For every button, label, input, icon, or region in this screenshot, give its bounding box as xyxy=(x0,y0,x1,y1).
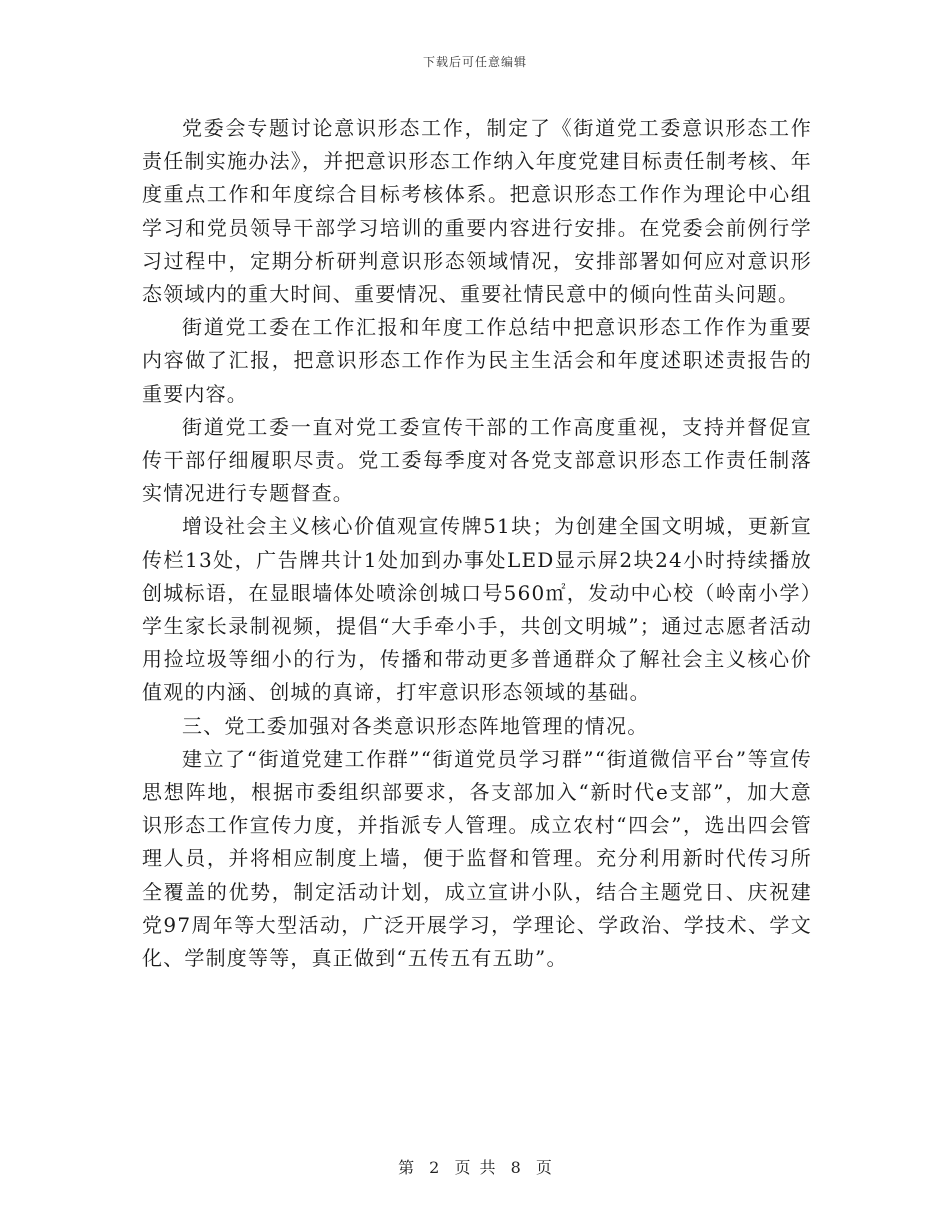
page-number-mid: 页 共 xyxy=(454,1158,496,1177)
paragraph-2: 街道党工委在工作汇报和年度工作总结中把意识形态工作作为重要内容做了汇报，把意识形态工作作为民主生活会和年度述职述责报告的重要内容。 xyxy=(142,315,812,406)
page-number-prefix: 第 xyxy=(398,1158,415,1177)
section-heading-3: 三、党工委加强对各类意识形态阵地管理的情况。 xyxy=(182,713,649,738)
page-number-total: 8 xyxy=(510,1158,521,1177)
page-number-current: 2 xyxy=(429,1158,440,1177)
paragraph-1: 党委会专题讨论意识形态工作，制定了《街道党工委意识形态工作责任制实施办法》，并把意识形态工作纳入年度党建目标责任制考核、年度重点工作和年度综合目标考核体系。把意识形态工作作为理论中心组学习和党员领导干部学习培训的重要内容进行安排。在党委会前例行学习过程中，定期分析研判意识形态领域情况，安排部署如何应对意识形态领域内的重大时间、重要情况、重要社情民意中的倾向性苗头问题。 xyxy=(142,116,812,307)
paragraph-5: 建立了“街道党建工作群”“街道党员学习群”“街道微信平台”等宣传思想阵地，根据市委组织部要求，各支部加入“新时代e支部”，加大意识形态工作宣传力度，并指派专人管理。成立农村“四会”，选出四会管理人员，并将相应制度上墙，便于监督和管理。充分利用新时代传习所全覆盖的优势，制定活动计划，成立宣讲小队，结合主题党日、庆祝建党97周年等大型活动，广泛开展学习，学理论、学政治、学技术、学文化、学制度等等，真正做到“五传五有五助”。 xyxy=(142,746,812,971)
page-header-note: 下载后可任意编辑 xyxy=(422,55,527,69)
page-number-suffix: 页 xyxy=(535,1158,552,1177)
page-footer xyxy=(0,1155,950,1178)
document-body xyxy=(142,112,812,975)
paragraph-3: 街道党工委一直对党工委宣传干部的工作高度重视，支持并督促宣传干部仔细履职尽责。党工委每季度对各党支部意识形态工作责任制落实情况进行专题督查。 xyxy=(142,414,812,506)
paragraph-4: 增设社会主义核心价值观宣传牌51块；为创建全国文明城，更新宣传栏13处，广告牌共计1处加到办事处LED显示屏2块24小时持续播放创城标语，在显眼墙体处喷涂创城口号560㎡，发动中心校（岭南小学）学生家长录制视频，提倡“大手牵小手，共创文明城”；通过志愿者活动用捡垃圾等细小的行为，传播和带动更多普通群众了解社会主义核心价值观的内涵、创城的真谛，打牢意识形态领域的基础。 xyxy=(142,514,812,705)
